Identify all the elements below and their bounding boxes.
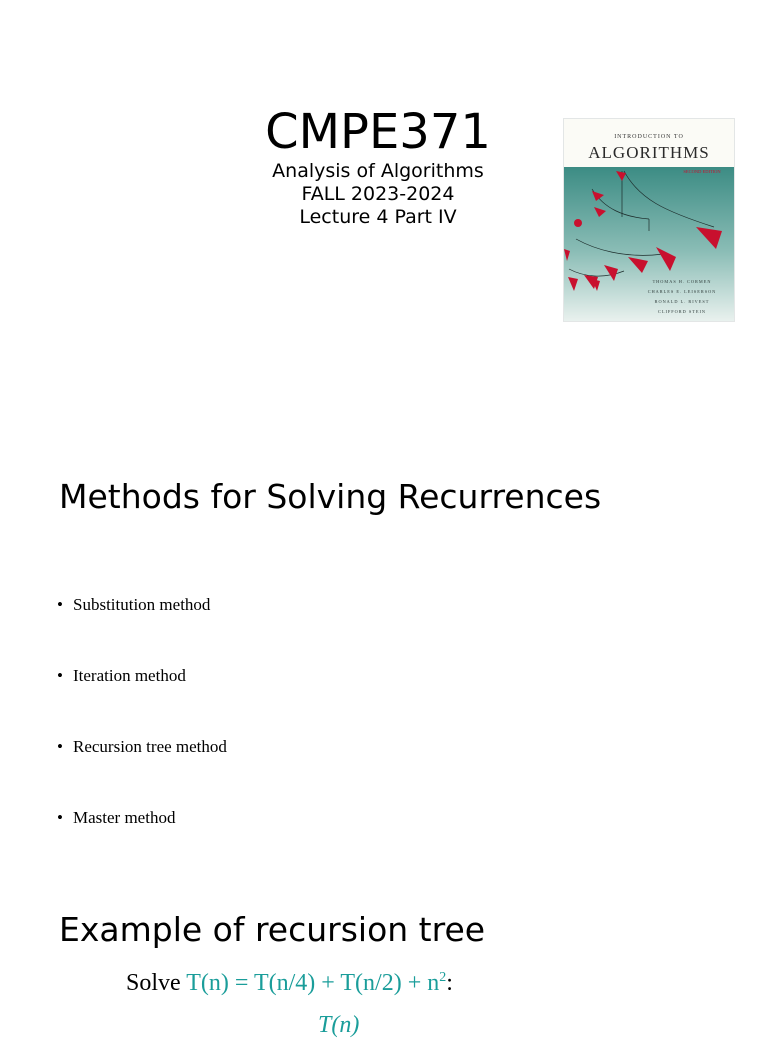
list-item-label: Recursion tree method [73, 737, 227, 756]
course-name: Analysis of Algorithms [272, 160, 484, 182]
recurrence-equation [126, 968, 453, 998]
cover-edition: SECOND EDITION [683, 169, 721, 174]
bullet-icon: • [57, 808, 63, 827]
cover-author-3: RONALD L. RIVEST [654, 299, 710, 304]
book-cover-image [563, 118, 735, 322]
cover-top-text: INTRODUCTION TO [614, 134, 684, 140]
title-block [188, 104, 568, 229]
methods-list [57, 593, 227, 877]
list-item [57, 664, 227, 735]
bullet-icon: • [57, 737, 63, 756]
bullet-icon: • [57, 595, 63, 614]
lecture-label: Lecture 4 Part IV [299, 206, 457, 228]
equation-exponent: 2 [439, 970, 447, 985]
tree-root-node: T(n) [318, 1012, 360, 1038]
list-item [57, 806, 227, 877]
cover-body-bg [564, 167, 734, 321]
term: FALL 2023-2024 [301, 183, 455, 205]
equation-suffix: : [446, 970, 453, 996]
cover-author-2: CHARLES E. LEISERSON [647, 289, 717, 294]
title-slide [0, 0, 768, 440]
list-item-label: Substitution method [73, 595, 211, 614]
bullet-icon: • [57, 666, 63, 685]
recursion-tree-slide [0, 870, 768, 1038]
list-item [57, 593, 227, 664]
cover-author-4: CLIFFORD STEIN [657, 309, 707, 314]
book-cover-art [564, 119, 734, 321]
equation-prefix: Solve [126, 970, 187, 996]
equation-expression: T(n) = T(n/4) + T(n/2) + n [186, 970, 440, 996]
methods-slide [0, 440, 768, 870]
list-item-label: Iteration method [73, 666, 186, 685]
course-code: CMPE371 [265, 104, 491, 160]
list-item-label: Master method [73, 808, 176, 827]
list-item [57, 735, 227, 806]
slide-title: Methods for Solving Recurrences [59, 477, 602, 516]
cover-title: ALGORITHMS [588, 143, 710, 162]
cover-author-1: THOMAS H. CORMEN [652, 279, 712, 284]
slide-title: Example of recursion tree [59, 910, 486, 949]
